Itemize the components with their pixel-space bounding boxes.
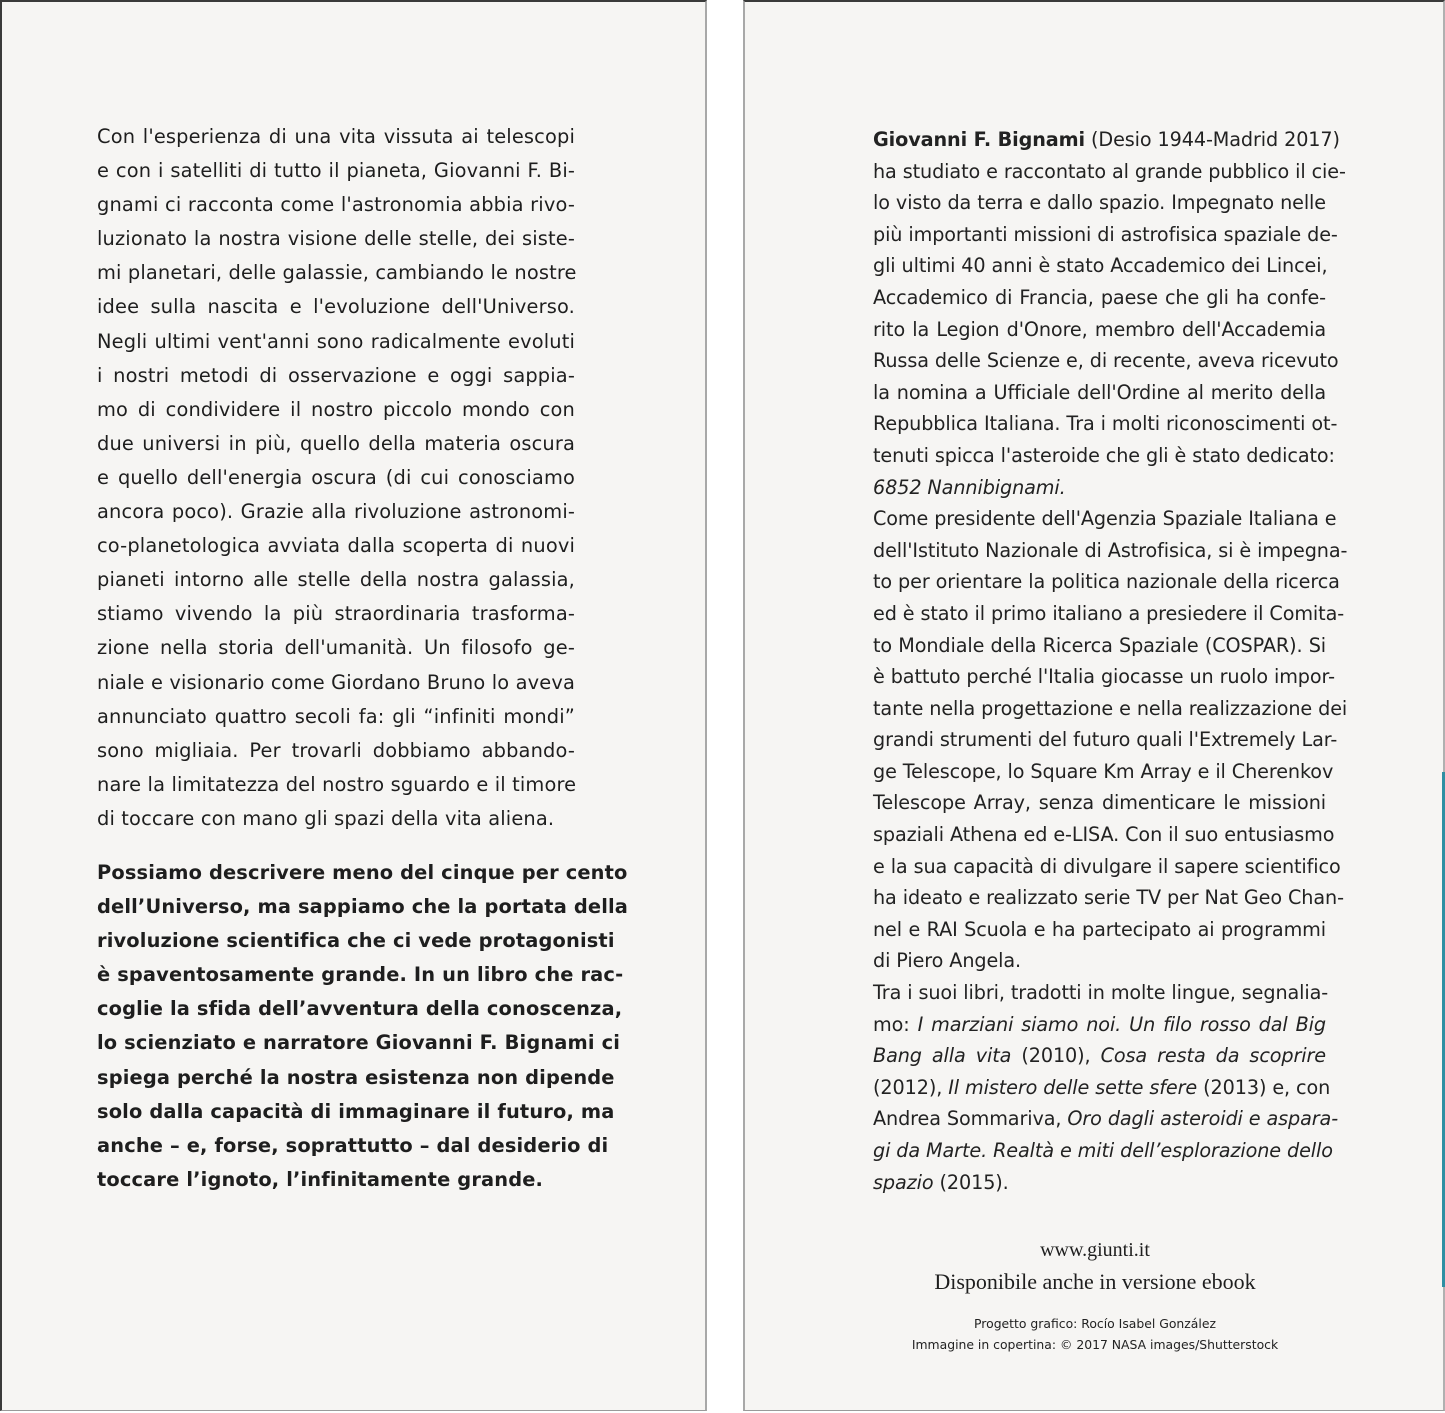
text-line: stiamo vivendo la più straordinaria trasforma- bbox=[97, 602, 575, 626]
design-credit: Progetto grafico: Rocío Isabel González bbox=[974, 1316, 1216, 1331]
book-title: Il mistero delle sette sfere bbox=[948, 1075, 1198, 1099]
text-line: Russa delle Scienze e, di recente, aveva ricevuto bbox=[873, 349, 1339, 373]
text-line: ha studiato e raccontato al grande pubblico il cie- bbox=[873, 159, 1346, 183]
text-line: to Mondiale della Ricerca Spaziale (COSPAR). Si bbox=[873, 633, 1326, 657]
text-line: e quello dell'energia oscura (di cui conosciamo bbox=[97, 465, 575, 489]
text-line: rivoluzione scientifica che ci vede protagonisti bbox=[97, 929, 615, 953]
text-line: niale e visionario come Giordano Bruno lo aveva bbox=[97, 670, 575, 694]
text-line: e con i satelliti di tutto il pianeta, Giovanni F. Bi- bbox=[97, 159, 575, 183]
text-line: idee sulla nascita e l'evoluzione dell'Universo. bbox=[97, 295, 575, 319]
ebook-note: Disponibile anche in versione ebook bbox=[934, 1269, 1256, 1294]
text-line: mo di condividere il nostro piccolo mondo con bbox=[97, 397, 575, 421]
text-line: nare la limitatezza del nostro sguardo e il timore bbox=[97, 772, 577, 796]
text-line: i nostri metodi di osservazione e oggi sappia- bbox=[97, 363, 575, 387]
asteroid-line bbox=[873, 472, 1326, 504]
books-line bbox=[873, 1167, 1326, 1199]
text-line: grandi strumenti del futuro quali l'Extremely Lar- bbox=[873, 728, 1338, 752]
back-cover-text bbox=[97, 120, 629, 1197]
text-line: lo visto da terra e dallo spazio. Impegnato nelle bbox=[873, 191, 1326, 215]
text-fragment: (2010), bbox=[1011, 1044, 1101, 1068]
text-fragment: (2013) e, con bbox=[1197, 1075, 1331, 1099]
text-line: di toccare con mano gli spazi della vita aliena. bbox=[97, 806, 555, 830]
text-line: coglie la sfida dell’avventura della conoscenza, bbox=[97, 997, 623, 1021]
text-line: ed è stato il primo italiano a presiedere il Comita- bbox=[873, 601, 1345, 625]
text-line: gli ultimi 40 anni è stato Accademico dei Lincei, bbox=[873, 254, 1328, 278]
paragraph-gap bbox=[97, 836, 575, 856]
text-line: Telescope Array, senza dimenticare le missioni bbox=[873, 791, 1326, 815]
text-line: Con l'esperienza di una vita vissuta ai telescopi bbox=[97, 125, 575, 148]
text-line: Repubblica Italiana. Tra i molti riconoscimenti ot- bbox=[873, 412, 1338, 436]
text-line: pianeti intorno alle stelle della nostra galassia, bbox=[97, 568, 575, 592]
text-line: Negli ultimi vent'anni sono radicalmente evoluti bbox=[97, 329, 575, 353]
back-cover-panel bbox=[0, 0, 707, 1411]
author-heading-line bbox=[873, 124, 1340, 156]
blurb-paragraph-2 bbox=[97, 856, 629, 1197]
book-title: spazio bbox=[873, 1170, 934, 1194]
text-fragment: mo: bbox=[873, 1012, 918, 1036]
text-fragment: (2015). bbox=[933, 1170, 1009, 1194]
text-line: Accademico di Francia, paese che gli ha confe- bbox=[873, 285, 1326, 309]
publisher-website-link[interactable]: www.giunti.it bbox=[1040, 1239, 1150, 1261]
text-line: ha ideato e realizzato serie TV per Nat Geo Chan- bbox=[873, 886, 1344, 910]
text-line: ancora poco). Grazie alla rivoluzione astronomi- bbox=[97, 500, 575, 524]
author-bio bbox=[873, 124, 1348, 1198]
image-credit: Immagine in copertina: © 2017 NASA images/Shutterstock bbox=[911, 1337, 1279, 1352]
text-line: solo dalla capacità di immaginare il futuro, ma bbox=[97, 1099, 615, 1123]
text-line: luzionato la nostra visione delle stelle, dei siste- bbox=[97, 227, 575, 251]
text-line: toccare l’ignoto, l’infinitamente grande. bbox=[97, 1167, 544, 1191]
text-line: dell'Istituto Nazionale di Astrofisica, si è impegna- bbox=[873, 538, 1348, 562]
book-title: I marziani siamo noi. Un filo rosso dal Big bbox=[917, 1012, 1326, 1036]
text-line: due universi in più, quello della materia oscura bbox=[97, 431, 575, 455]
book-title: Oro dagli asteroidi e aspara- bbox=[1067, 1107, 1339, 1131]
books-line bbox=[873, 1072, 1331, 1104]
author-flap-panel bbox=[743, 0, 1445, 1411]
books-line bbox=[873, 1135, 1333, 1167]
asteroid-name: 6852 Nannibignami. bbox=[873, 475, 1066, 499]
credits bbox=[845, 1313, 1345, 1355]
text-line: più importanti missioni di astrofisica spaziale de- bbox=[873, 222, 1338, 246]
books-line bbox=[873, 1103, 1339, 1135]
blurb-paragraph-1 bbox=[97, 120, 575, 836]
text-line: di Piero Angela. bbox=[873, 949, 1022, 973]
text-line: spiega perché la nostra esistenza non dipende bbox=[97, 1065, 615, 1089]
text-fragment: (2012), bbox=[873, 1075, 949, 1099]
author-dates: (Desio 1944-Madrid 2017) bbox=[1085, 128, 1340, 151]
text-line: rito la Legion d'Onore, membro dell'Accademia bbox=[873, 317, 1326, 341]
books-line bbox=[873, 1009, 1326, 1041]
text-line: co-planetologica avviata dalla scoperta di nuovi bbox=[97, 534, 575, 558]
text-line: spaziali Athena ed e-LISA. Con il suo entusiasmo bbox=[873, 823, 1335, 847]
book-title: Cosa resta da scoprire bbox=[1100, 1044, 1326, 1068]
books-intro-line: Tra i suoi libri, tradotti in molte lingue, segnalia- bbox=[873, 981, 1329, 1005]
text-line: zione nella storia dell'umanità. Un filosofo ge- bbox=[97, 636, 575, 660]
text-fragment: Andrea Sommariva, bbox=[873, 1107, 1068, 1131]
flap-footer bbox=[845, 1235, 1345, 1355]
text-line: Come presidente dell'Agenzia Spaziale Italiana e bbox=[873, 507, 1337, 531]
text-line: è battuto perché l'Italia giocasse un ruolo impor- bbox=[873, 665, 1335, 689]
text-line: ge Telescope, lo Square Km Array e il Cherenkov bbox=[873, 759, 1334, 783]
text-line: to per orientare la politica nazionale della ricerca bbox=[873, 570, 1340, 594]
text-line: sono migliaia. Per trovarli dobbiamo abbando- bbox=[97, 738, 575, 762]
text-line: Possiamo descrivere meno del cinque per cento bbox=[97, 860, 628, 884]
text-line: la nomina a Ufficiale dell'Ordine al merito della bbox=[873, 380, 1326, 404]
text-line: annunciato quattro secoli fa: gli “infiniti mondi” bbox=[97, 704, 575, 728]
book-title: gi da Marte. Realtà e miti dell’esplorazione dello bbox=[873, 1139, 1333, 1162]
book-title: Bang alla vita bbox=[873, 1044, 1012, 1068]
text-line: è spaventosamente grande. In un libro che rac- bbox=[97, 963, 624, 987]
text-line: mi planetari, delle galassie, cambiando le nostre bbox=[97, 261, 577, 285]
books-line bbox=[873, 1040, 1326, 1072]
text-line: lo scienziato e narratore Giovanni F. Bignami ci bbox=[97, 1031, 621, 1055]
text-line: tenuti spicca l'asteroide che gli è stato dedicato: bbox=[873, 443, 1335, 467]
text-line: dell’Universo, ma sappiamo che la portata della bbox=[97, 895, 629, 919]
author-name: Giovanni F. Bignami bbox=[873, 128, 1086, 151]
text-line: anche – e, forse, soprattutto – dal desiderio di bbox=[97, 1133, 609, 1157]
text-line: gnami ci racconta come l'astronomia abbia rivo- bbox=[97, 193, 575, 217]
text-line: nel e RAI Scuola e ha partecipato ai programmi bbox=[873, 917, 1326, 941]
text-line: tante nella progettazione e nella realizzazione dei bbox=[873, 696, 1348, 720]
text-line: e la sua capacità di divulgare il sapere scientifico bbox=[873, 854, 1341, 878]
